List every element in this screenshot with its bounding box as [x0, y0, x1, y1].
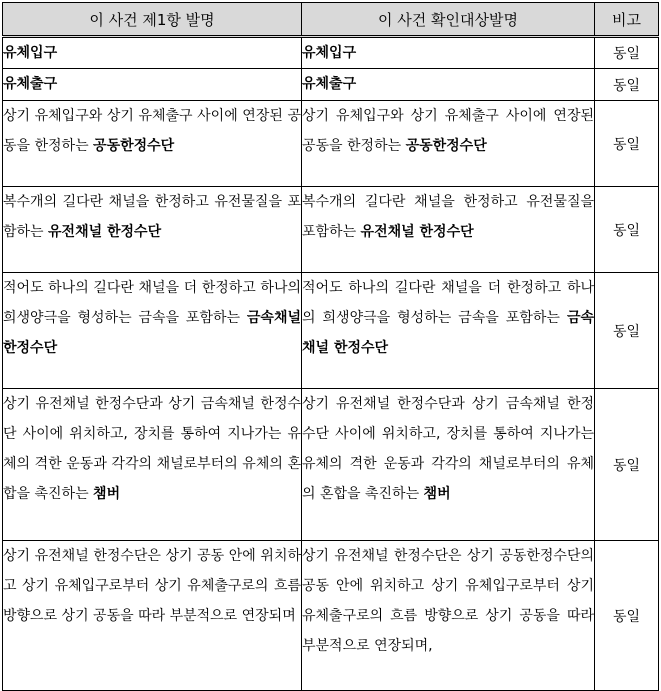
claim-element-text: 상기 유체입구와 상기 유체출구 사이에 연장된 공동을 한정하는: [3, 108, 301, 154]
target-element-cell: [302, 541, 595, 691]
table-row: [3, 187, 659, 273]
claim-element-cell: [3, 69, 302, 101]
claim-element-key-term: 챔버: [93, 486, 121, 502]
table-row: [3, 37, 659, 69]
header-claim-invention: 이 사건 제1항 발명: [3, 3, 302, 37]
table-row: [3, 69, 659, 101]
remark-cell: 동일: [595, 101, 659, 187]
claim-element-cell: [3, 389, 302, 541]
remark-cell: 동일: [595, 187, 659, 273]
header-row: [3, 3, 659, 37]
table-row: [3, 541, 659, 691]
target-element-cell: [302, 273, 595, 389]
target-element-key-term: 유체입구: [302, 45, 357, 61]
target-element-key-term: 유체출구: [302, 76, 357, 92]
target-element-cell: [302, 37, 595, 69]
remark-cell: 동일: [595, 37, 659, 69]
claim-element-key-term: 유체입구: [3, 45, 58, 61]
target-element-text: 복수개의 길다란 채널을 한정하고 유전물질을 포함하는: [302, 194, 594, 240]
claim-element-cell: [3, 273, 302, 389]
target-element-cell: [302, 101, 595, 187]
claim-element-cell: [3, 37, 302, 69]
target-element-text: 상기 유체입구와 상기 유체출구 사이에 연장된 공동을 한정하는: [302, 108, 594, 154]
claim-element-key-term: 유체출구: [3, 76, 58, 92]
claim-element-text: 상기 유전채널 한정수단은 상기 공동 안에 위치하고 상기 유체입구로부터 상기 유체출구로의 흐름 방향으로 상기 공동을 따라 부분적으로 연장되며: [3, 548, 301, 624]
target-element-cell: [302, 69, 595, 101]
claim-element-key-term: 공동한정수단: [93, 138, 175, 154]
claim-element-text: 적어도 하나의 길다란 채널을 더 한정하고 하나의 희생양극을 형성하는 금속을 포함하는: [3, 280, 301, 326]
target-element-cell: [302, 187, 595, 273]
target-element-text: 상기 유전채널 한정수단은 상기 공동한정수단의 공동 안에 위치하고 상기 유체입구로부터 상기 유체출구로의 흐름 방향으로 상기 공동을 따라 부분적으로 연장되며,: [302, 548, 594, 654]
claim-element-key-term: 유전채널 한정수단: [48, 224, 162, 240]
target-element-key-term: 챔버: [423, 486, 451, 502]
remark-cell: 동일: [595, 541, 659, 691]
remark-cell: 동일: [595, 69, 659, 101]
claim-element-cell: [3, 101, 302, 187]
target-element-key-term: 유전채널 한정수단: [360, 224, 474, 240]
table-row: [3, 273, 659, 389]
remark-cell: 동일: [595, 273, 659, 389]
claim-element-text: 상기 유전채널 한정수단과 상기 금속채널 한정수단 사이에 위치하고, 장치를 통하여 지나가는 유체의 격한 운동과 각각의 채널로부터의 유체의 혼합을 촉진하는: [3, 396, 301, 502]
table-row: [3, 389, 659, 541]
header-target-invention: 이 사건 확인대상발명: [302, 3, 595, 37]
claim-element-key-term: 금속채널 한정수단: [3, 310, 301, 356]
claim-element-cell: [3, 187, 302, 273]
claim-element-cell: [3, 541, 302, 691]
claim-element-text: 복수개의 길다란 채널을 한정하고 유전물질을 포함하는: [3, 194, 301, 240]
target-element-cell: [302, 389, 595, 541]
target-element-key-term: 금속채널 한정수단: [302, 310, 594, 356]
header-remarks: 비고: [595, 3, 659, 37]
remark-cell: 동일: [595, 389, 659, 541]
comparison-table: [2, 2, 659, 691]
target-element-text: 적어도 하나의 길다란 채널을 더 한정하고 하나의 희생양극을 형성하는 금속을 포함하는: [302, 280, 594, 326]
target-element-key-term: 공동한정수단: [405, 138, 487, 154]
target-element-text: 상기 유전채널 한정수단과 상기 금속채널 한정수단 사이에 위치하고, 장치를 통하여 지나가는 유체의 격한 운동과 각각의 채널로부터의 유체의 혼합을 촉진하는: [302, 396, 594, 502]
table-row: [3, 101, 659, 187]
